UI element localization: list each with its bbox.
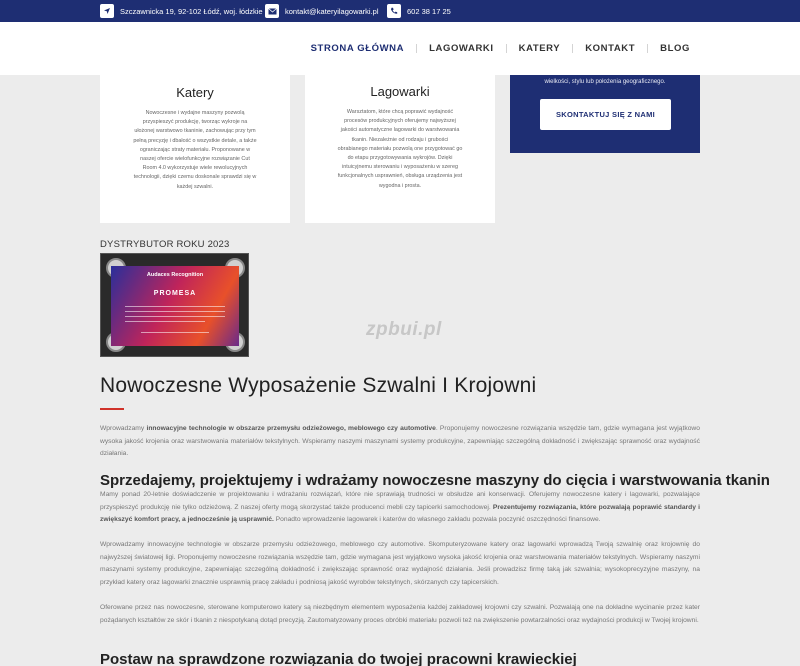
watermark: zpbui.pl xyxy=(366,319,442,340)
phone-link[interactable]: 602 38 17 25 xyxy=(407,6,451,16)
nav-item-blog[interactable]: BLOG xyxy=(660,43,690,54)
phone-icon xyxy=(387,4,401,18)
section-heading: Sprzedajemy, projektujemy i wdrażamy nowoczesne maszyny do cięcia i warstwowania tkanin xyxy=(100,472,770,489)
card-title: Katery xyxy=(176,85,214,100)
card-description: Nowoczesne i wydajne maszyny pozwolą przyspieszyć produkcję, tworząc wykroje na ułożonej warstwowo tkaninie, zachowując przy tym pełną precyzję i dbałość o wszystkie detale, a także ograniczając straty materiału. Proponowane w naszej ofercie wielofunkcyjne rozwiązanie Cut Room 4.0 wykorzystuje wiele rewolucyjnych technologii, dzięki czemu doskonale sprawdzi się w każdej szwalni. xyxy=(133,110,257,190)
envelope-icon xyxy=(265,4,279,18)
title-underline xyxy=(100,408,124,410)
card-katery xyxy=(100,75,290,223)
nav-item-katery[interactable]: KATERY xyxy=(518,43,561,54)
intro-paragraph: Wprowadzamy innowacyjne technologie w obszarze przemysłu odzieżowego, meblowego czy automotive. Proponujemy nowoczesne rozwiązania wszędzie tam, gdzie wymagana jest wyjątkowo wysoka jakość krojenia oraz warstwowania materiałów tekstylnych. Wspieramy naszymi maszynami systemy produkcyjne, zapewniając szczególną dokładność i zwiększając sprawność oraz wydajność działania. xyxy=(100,425,700,458)
award-text-line xyxy=(125,321,205,322)
email-link[interactable]: kontakt@kateryilagowarki.pl xyxy=(285,6,379,16)
award-text-line xyxy=(125,306,225,307)
card-description: Warsztatom, które chcą poprawić wydajność procesów produkcyjnych oferujemy najwyższej jakości automatyczne lagowarki do warstwowania tkanin. Niezależnie od rodzaju i grubości obrabianego materiału pozwolą one przygotować go do etapu przygotowywania wykrojów. Dzięki intuicyjnemu sterowaniu i wyposażeniu w szereg funkcjonalnych usprawnień, obsługa urządzenia jest wygodna i prosta. xyxy=(337,109,463,189)
award-certificate xyxy=(111,266,239,346)
nav-item-lagowarki[interactable]: LAGOWARKI xyxy=(429,43,494,54)
page-title: Nowoczesne Wyposażenie Szwalni I Krojowni xyxy=(100,374,537,397)
award-text-line xyxy=(125,311,225,312)
award-text-line xyxy=(125,316,225,317)
experience-paragraph: Mamy ponad 20-letnie doświadczenie w projektowaniu i wdrażaniu rozwiązań, które nie sprawiają trudności w obsłudze ani konserwacji. Oferujemy nowoczesne katery i lagowarki, pozwalające przyspieszyć produkcję nie tylko odzieżową. Z naszej oferty mogą skorzystać także producenci mebli czy tapicerki samochodowej. Prezentujemy rozwiązania, które pozwalają poprawić standardy i zwiększyć komfort pracy, a jednocześnie ją usprawnić. Ponadto wprowadzenie lagowarek i katerów do własnego zakładu pozwala poczynić oszczędności finansowe. xyxy=(100,491,700,524)
award-name: PROMESA xyxy=(153,290,197,297)
katery-paragraph: Oferowane przez nas nowoczesne, sterowane komputerowo katery są niezbędnym elementem wyposażenia każdej zakładowej krojowni czy szwalni. Pozwalają one na dokładne wycinanie przez kater pożądanych kształtów ze skór i tkanin z niespotykaną dotąd precyzją. Zautomatyzowany proces obróbki materiału pozwoli też na zwiększenie powtarzalności oraz wydajności produkcji w Twojej krojowni. xyxy=(100,604,700,624)
card-lagowarki xyxy=(305,75,495,223)
address-item xyxy=(100,4,263,18)
award-title: Audaces Recognition xyxy=(146,272,204,278)
technology-paragraph: Wprowadzamy innowacyjne technologie w obszarze przemysłu odzieżowego, meblowego czy automotive. Skomputeryzowane katery oraz lagowarki wprowadzą Twoją szwalnię oraz krojownię do najwyższej światowej ligi. Proponujemy nowoczesne rozwiązania wszędzie tam, gdzie wymagana jest wyjątkowo wysoka jakość krojenia oraz warstwowania materiałów tekstylnych. Wspieramy naszymi maszynami systemy produkcyjne, zapewniając szczególną dokładność i zwiększając sprawność oraz wydajność działania. Jeśli prowadzisz firmę taką jak szwalnia; wysokoprecyzyjne maszyny, na przykład katery oraz lagowarki znacznie usprawnią pracę zakładu i podniosą jakość wyrobów tekstylnych, skórzanych czy tapicerskich. xyxy=(100,541,700,586)
contact-box-text: wielkości, stylu lub położenia geograficznego. xyxy=(544,79,666,85)
distributor-label: DYSTRYBUTOR ROKU 2023 xyxy=(100,239,230,250)
nav-item-kontakt[interactable]: KONTAKT xyxy=(585,43,636,54)
address-text: Szczawnicka 19, 92-102 Łódź, woj. łódzkie xyxy=(120,6,263,16)
contact-us-button[interactable]: SKONTAKTUJ SIĘ Z NAMI xyxy=(540,99,671,130)
location-arrow-icon xyxy=(100,4,114,18)
phone-item[interactable] xyxy=(387,4,451,18)
section-heading-2: Postaw na sprawdzone rozwiązania do twojej pracowni krawieckiej xyxy=(100,651,577,666)
award-image xyxy=(100,253,249,357)
email-item[interactable] xyxy=(265,4,379,18)
top-bar xyxy=(0,0,800,22)
contact-box xyxy=(510,75,700,153)
main-nav xyxy=(0,22,800,75)
nav-menu xyxy=(299,22,690,75)
award-text-line xyxy=(141,332,209,333)
nav-item-home[interactable]: STRONA GŁÓWNA xyxy=(310,43,405,54)
card-title: Lagowarki xyxy=(370,84,430,99)
